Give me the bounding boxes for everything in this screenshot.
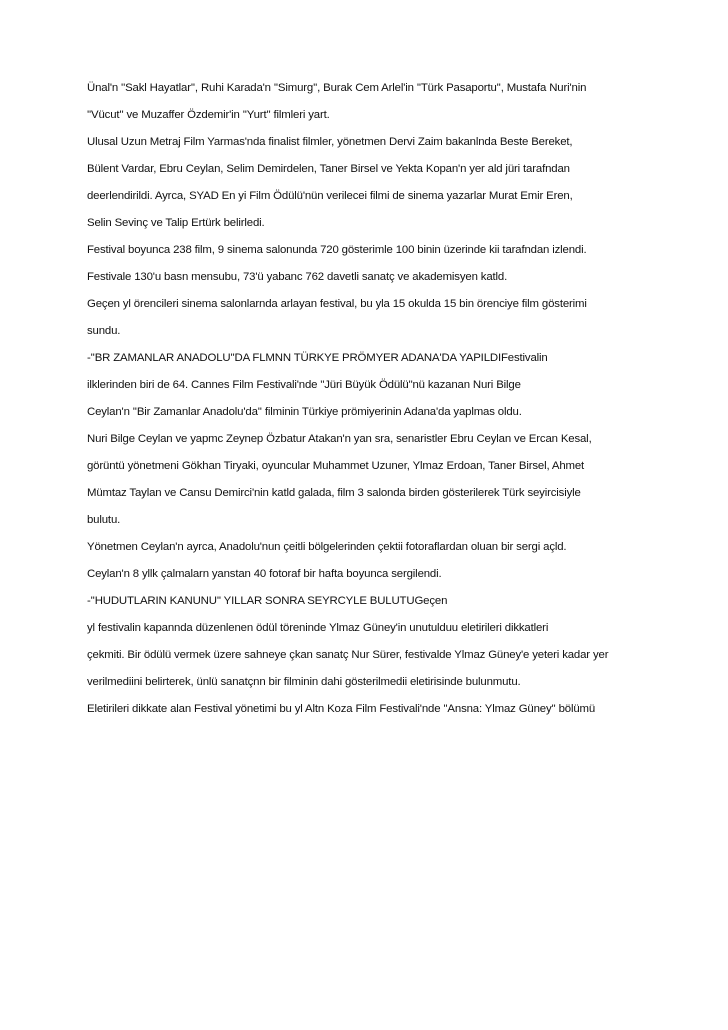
paragraph-3: Ulusal Uzun Metraj Film Yarmas'nda finalist filmler, yönetmen Dervi Zaim bakanlnda Beste Bereket,	[87, 136, 573, 148]
paragraph-16: Mümtaz Taylan ve Cansu Demirci'nin katld galada, film 3 salonda birden gösterilerek Türk seyircisiyle	[87, 487, 581, 499]
paragraph-5: deerlendirildi. Ayrca, SYAD En yi Film Ödülü'nün verilecei filmi de sinema yazarlar Murat Emir Eren,	[87, 190, 573, 202]
paragraph-24: Eletirileri dikkate alan Festival yönetimi bu yl Altn Koza Film Festivali'nde ''Ansna: Ylmaz Güney'' bölümü	[87, 703, 596, 715]
paragraph-17: bulutu.	[87, 514, 121, 526]
paragraph-8: Festivale 130'u basn mensubu, 73'ü yabanc 762 davetli sanatç ve akademisyen katld.	[87, 271, 508, 283]
paragraph-18: Yönetmen Ceylan'n ayrca, Anadolu'nun çeitli bölgelerinden çektii fotoraflardan oluan bir sergi açld.	[87, 541, 567, 553]
paragraph-22: çekmiti. Bir ödülü vermek üzere sahneye çkan sanatç Nur Sürer, festivalde Ylmaz Güney'e yeteri kadar yer	[87, 649, 609, 661]
paragraph-19: Ceylan'n 8 yllk çalmalarn yanstan 40 fotoraf bir hafta boyunca sergilendi.	[87, 568, 442, 580]
paragraph-6: Selin Sevinç ve Talip Ertürk belirledi.	[87, 217, 265, 229]
paragraph-2: ''Vücut'' ve Muzaffer Özdemir'in ''Yurt'' filmleri yart.	[87, 109, 330, 121]
paragraph-23: verilmediini belirterek, ünlü sanatçnn bir filminin dahi gösterilmedii eletirisinde bulunmutu.	[87, 676, 521, 688]
document-body	[87, 80, 647, 728]
paragraph-7: Festival boyunca 238 film, 9 sinema salonunda 720 gösterimle 100 binin üzerinde kii tarafndan izlendi.	[87, 244, 587, 256]
paragraph-21: yl festivalin kapannda düzenlenen ödül töreninde Ylmaz Güney'in unutulduu eletirileri dikkatleri	[87, 622, 549, 634]
paragraph-13: Ceylan'n ''Bir Zamanlar Anadolu'da'' filminin Türkiye prömiyerinin Adana'da yaplmas oldu.	[87, 406, 522, 418]
section-heading-hudutlarin: -''HUDUTLARIN KANUNU'' YILLAR SONRA SEYRCYLE BULUTUGeçen	[87, 595, 448, 607]
paragraph-1: Ünal'n ''Sakl Hayatlar'', Ruhi Karada'n ''Simurg'', Burak Cem Arlel'in ''Türk Pasaportu'', Mustafa Nuri'nin	[87, 82, 587, 94]
paragraph-4: Bülent Vardar, Ebru Ceylan, Selim Demirdelen, Taner Birsel ve Yekta Kopan'n yer ald jüri tarafndan	[87, 163, 570, 175]
paragraph-14: Nuri Bilge Ceylan ve yapmc Zeynep Özbatur Atakan'n yan sra, senaristler Ebru Ceylan ve Ercan Kesal,	[87, 433, 592, 445]
paragraph-9: Geçen yl örencileri sinema salonlarnda arlayan festival, bu yla 15 okulda 15 bin örenciye film gösterimi	[87, 298, 587, 310]
paragraph-10: sundu.	[87, 325, 121, 337]
paragraph-12: ilklerinden biri de 64. Cannes Film Festivali'nde "Jüri Büyük Ödülü"nü kazanan Nuri Bilge	[87, 379, 521, 391]
paragraph-15: görüntü yönetmeni Gökhan Tiryaki, oyuncular Muhammet Uzuner, Ylmaz Erdoan, Taner Birsel, Ahmet	[87, 460, 585, 472]
section-heading-anadolu: -''BR ZAMANLAR ANADOLU''DA FLMNN TÜRKYE PRÖMYER ADANA'DA YAPILDIFestivalin	[87, 352, 548, 364]
